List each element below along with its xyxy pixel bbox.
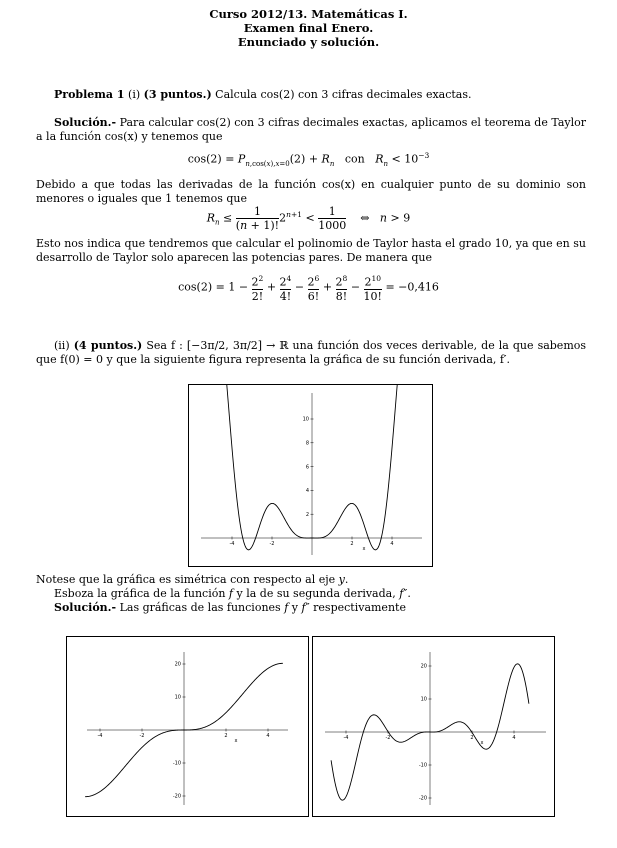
equation-2: $R_n$ ≤ $\frac{1}{(n + 1)!}$ $2^{n+1}$ < $\frac{1}{1000}$ ⇔ n > 9	[206, 205, 411, 232]
y-tick-label: -10	[172, 760, 181, 767]
x-tick-label: -4	[97, 733, 103, 739]
x-axis-label: x	[234, 738, 238, 744]
x-tick-label: -2	[385, 735, 391, 741]
x-tick-label: 4	[266, 733, 270, 739]
y-tick-label: 8	[305, 440, 309, 447]
y-tick-label: 6	[305, 464, 309, 471]
y-tick-label: 10	[174, 694, 181, 701]
problem-title: Problema 1	[54, 88, 125, 101]
solution-label: Solución.-	[54, 116, 117, 129]
x-axis-label: x	[480, 740, 484, 746]
note-symmetric: Notese que la gráfica es simétrica con respecto al eje y.	[36, 573, 349, 586]
problem-1-statement	[36, 88, 586, 102]
y-tick-label: 20	[174, 661, 181, 668]
y-tick-label: -20	[172, 793, 181, 800]
x-tick-label: -4	[229, 541, 235, 547]
x-tick-label: -4	[343, 735, 349, 741]
x-tick-label: 2	[350, 541, 354, 547]
y-tick-label: 10	[302, 416, 309, 423]
x-tick-label: -2	[269, 541, 275, 547]
equation-3: cos(2) = 1 − $\frac{2^2}{2!}$ + $\frac{2^4}{4!}$ − $\frac{2^6}{6!}$ + $\frac{2^8}{8!}$ − $\frac{2^{10}}{10!}$ = −0,416	[178, 274, 439, 303]
x-tick-label: 4	[512, 735, 516, 741]
part-ii-label: (ii)	[54, 339, 70, 352]
part-ii-points: (4 puntos.)	[73, 339, 143, 352]
part-i-label: (i)	[128, 88, 141, 101]
solution-text: Para calcular cos(2) con 3 cifras decimales exactas, aplicamos el teorema de Taylor a la función cos(x) y tenemos que	[36, 116, 586, 143]
figure-f	[66, 636, 309, 817]
solution-paragraph	[36, 116, 586, 144]
solution-2-paragraph: Solución.- Las gráficas de las funciones f y f″ respectivamente	[54, 601, 406, 614]
y-tick-label: -10	[418, 762, 427, 769]
y-tick-label: -20	[418, 795, 427, 802]
y-tick-label: 20	[420, 663, 427, 670]
solution-2-label: Solución.-	[54, 601, 117, 614]
part-ii-text: Sea f : [−3π/2, 3π/2] → ℝ una función dos veces derivable, de la que sabemos que f(0) = 0 y que la siguiente figura representa la gráfica de su función derivada, f′.	[36, 339, 587, 366]
x-axis-label: x	[362, 546, 366, 552]
header-line-3: Enunciado y solución.	[237, 35, 380, 49]
chart-f-double-prime	[313, 637, 554, 816]
points-label: (3 puntos.)	[143, 88, 212, 101]
x-tick-label: 2	[224, 733, 228, 739]
header-line-2: Examen final Enero.	[243, 21, 374, 35]
chart-f-prime	[189, 385, 432, 566]
x-tick-label: -2	[139, 733, 145, 739]
paragraph-taylor: Esto nos indica que tendremos que calcular el polinomio de Taylor hasta el grado 10, ya que en su desarrollo de Taylor solo aparecen las potencias pares. De manera que	[36, 237, 586, 264]
chart-f	[67, 637, 308, 816]
y-tick-label: 4	[305, 488, 309, 495]
problem-statement: Calcula cos(2) con 3 cifras decimales exactas.	[215, 88, 472, 101]
task-text: Esboza la gráfica de la función f y la de su segunda derivada, f″.	[54, 587, 411, 600]
y-tick-label: 2	[305, 511, 309, 518]
header-line-1: Curso 2012/13. Matemáticas I.	[209, 7, 408, 21]
equation-1: $\cos(2) = P_{n,cos(x),x=0}(2) + R_n$ con $R_n < 10^{-3}$	[187, 151, 430, 168]
x-tick-label: 2	[470, 735, 474, 741]
y-tick-label: 10	[420, 696, 427, 703]
part-ii-statement	[36, 339, 586, 367]
paragraph-derivatives: Debido a que todas las derivadas de la función cos(x) en cualquier punto de su dominio son menores o iguales que 1 tenemos que	[36, 178, 586, 205]
x-tick-label: 4	[390, 541, 394, 547]
figure-f-double-prime	[312, 636, 555, 817]
figure-f-prime	[188, 384, 433, 567]
